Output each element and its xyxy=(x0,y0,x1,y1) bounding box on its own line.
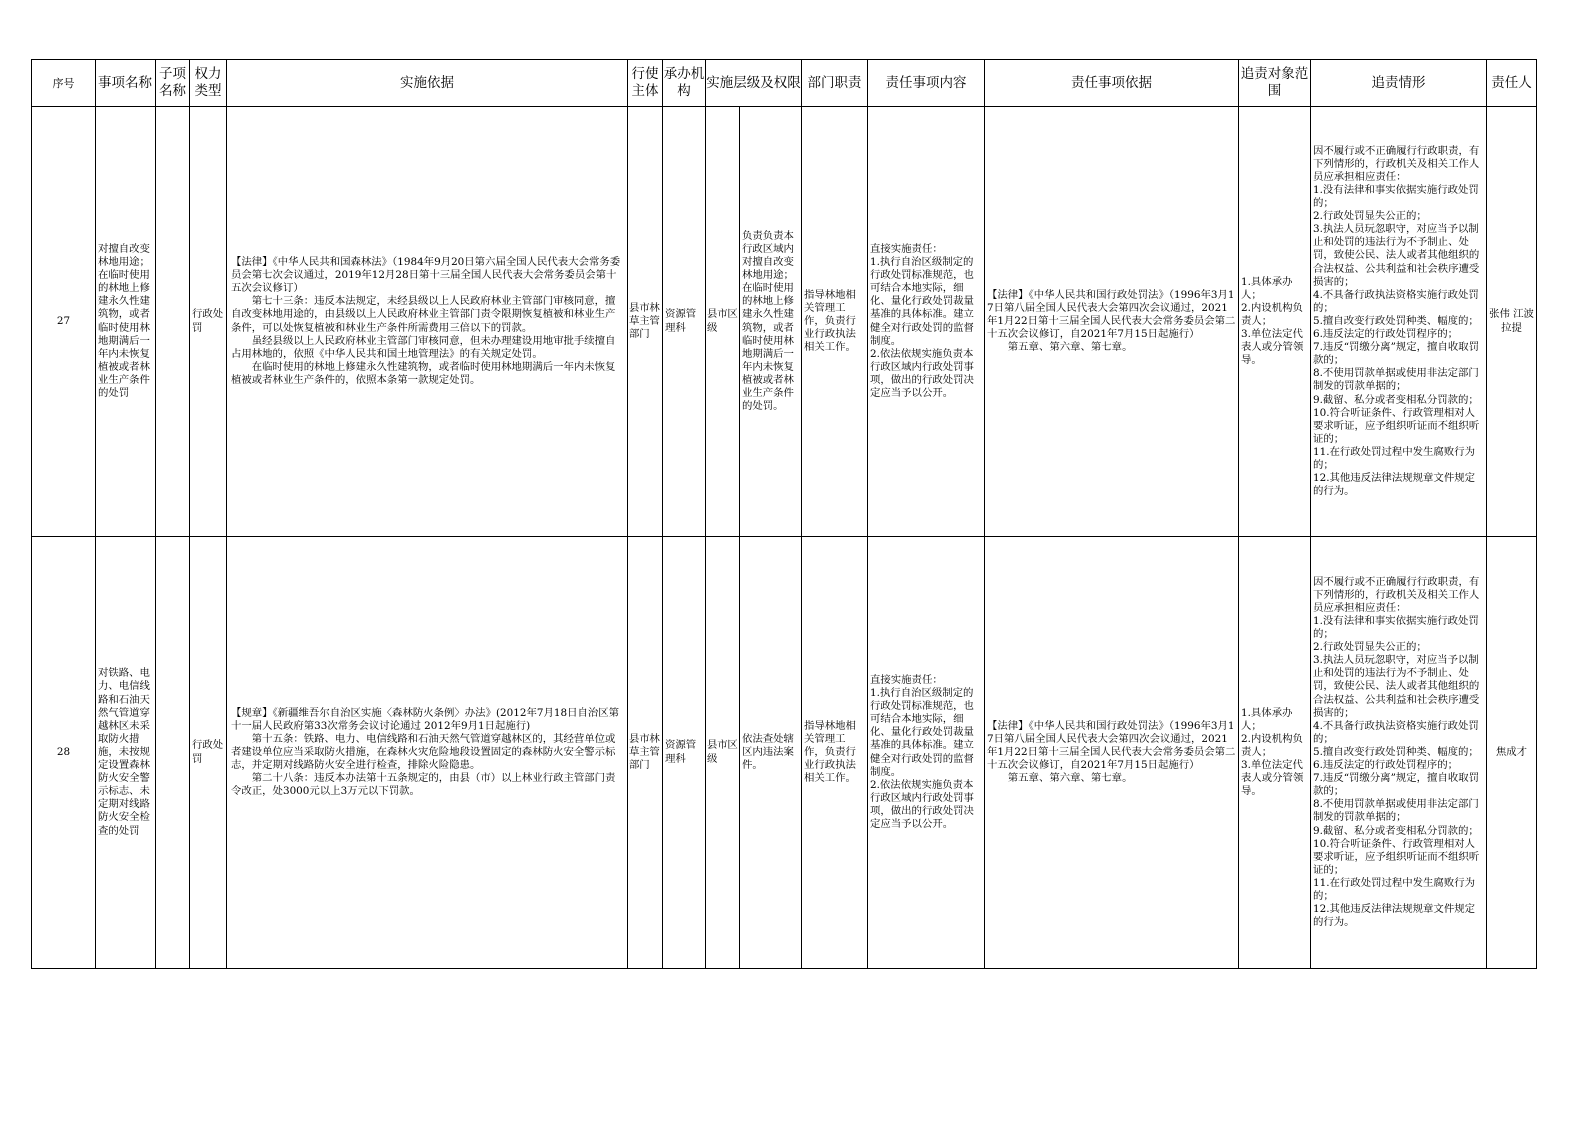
subject-text: 县市林草主管部门 xyxy=(629,301,660,341)
duty-cell xyxy=(802,537,868,969)
seq-text: 28 xyxy=(56,745,71,758)
power-type-text: 行政处罚 xyxy=(192,739,224,765)
item-name-text: 对擅自改变林地用途；在临时使用的林地上修建永久性建筑物，或者临时使用林地期满后一年内未恢复植被或者林业生产条件的处罚 xyxy=(98,242,150,399)
power-cell xyxy=(740,537,802,969)
scope-text: 1.具体承办人； 2.内设机构负责人； 3.单位法定代表人或分管领导。 xyxy=(1241,275,1304,367)
cases-text: 因不履行或不正确履行行政职责，有下列情形的，行政机关及相关工作人员应承担相应责任： 1.没有法律和事实依据实施行政处罚的； 2.行政处罚显失公正的； 3.执法人员玩忽职守，对应当予以制止和处罚的违法行为不予制止、处罚，致使公民、法人或者其他组织的合法权益、公共利益和社会秩序遭受损害的； 4.不具备行政执法资格实施行政处罚的； 5.擅自改变行政处罚种类、幅度的； 6.违反法定的行政处罚程序的； 7.违反“罚缴分离”规定，擅自收取罚款的； 8.不使用罚款单据或使用非法定部门制发的罚款单据的； 9.截留、私分或者变相私分罚款的； 10.符合听证条件、行政管理相对人要求听证，应予组织听证而不组织听证的； 11.在行政处罚过程中发生腐败行为的； 12.其他违反法律法规规章文件规定的行为。 xyxy=(1313,575,1480,929)
header-subject: 行使主体 xyxy=(628,60,663,107)
cases-text: 因不履行或不正确履行行政职责，有下列情形的，行政机关及相关工作人员应承担相应责任： 1.没有法律和事实依据实施行政处罚的； 2.行政处罚显失公正的； 3.执法人员玩忽职守，对应当予以制止和处罚的违法行为不予制止、处罚，致使公民、法人或者其他组织的合法权益、公共利益和社会秩序遭受损害的； 4.不具备行政执法资格实施行政处罚的； 5.擅自改变行政处罚种类、幅度的； 6.违反法定的行政处罚程序的； 7.违反“罚缴分离”规定，擅自收取罚款的； 8.不使用罚款单据或使用非法定部门制发的罚款单据的； 9.截留、私分或者变相私分罚款的； 10.符合听证条件、行政管理相对人要求听证，应予组织听证而不组织听证的； 11.在行政处罚过程中发生腐败行为的； 12.其他违反法律法规规章文件规定的行为。 xyxy=(1313,144,1480,498)
header-scope: 追责对象范围 xyxy=(1239,60,1311,107)
level-cell xyxy=(706,107,740,537)
person-text: 焦成才 xyxy=(1495,745,1528,758)
header-cases: 追责情形 xyxy=(1311,60,1487,107)
table-row xyxy=(32,537,1537,969)
item-name-cell xyxy=(96,107,156,537)
resp-basis-text: 【法律】《中华人民共和国行政处罚法》（1996年3月17日第八届全国人民代表大会第四次会议通过，2021年1月22日第十三届全国人民代表大会常务委员会第二十五次会议修订，自2021年7月15日起施行） 第五章、第六章、第七章。 xyxy=(987,288,1236,354)
header-seq: 序号 xyxy=(32,60,96,107)
power-cell xyxy=(740,107,802,537)
person-cell xyxy=(1487,537,1537,969)
office-text: 资源管理科 xyxy=(665,739,697,765)
power-type-cell xyxy=(190,107,227,537)
item-name-text: 对铁路、电力、电信线路和石油天然气管道穿越林区未采取防火措施，未按规定设置森林防火安全警示标志、未定期对线路防火安全检查的处罚 xyxy=(98,667,150,837)
header-duty: 部门职责 xyxy=(802,60,868,107)
basis-text: 【法律】《中华人民共和国森林法》（1984年9月20日第六届全国人民代表大会常务委员会第七次会议通过，2019年12月28日第十三届全国人民代表大会常务委员会第十五次会议修订） 第七十三条：违反本法规定，未经县级以上人民政府林业主管部门审核同意，擅自改变林地用途的，由县级以上人民政府林业主管部门责令限期恢复植被和林业生产条件，可以处恢复植被和林业生产条件所需费用三倍以下的罚款。 虽经县级以上人民政府林业主管部门审核同意，但未办理建设用地审批手续擅自占用林地的，依照《中华人民共和国土地管理法》的有关规定处罚。 在临时使用的林地上修建永久性建筑物，或者临时使用林地期满后一年内未恢复植被或者林业生产条件的，依照本条第一款规定处罚。 xyxy=(231,256,621,386)
header-content: 责任事项内容 xyxy=(868,60,985,107)
level-text: 县市区级 xyxy=(707,308,738,334)
level-cell xyxy=(706,537,740,969)
seq-cell xyxy=(32,537,96,969)
level-text: 县市区级 xyxy=(707,739,738,765)
seq-cell xyxy=(32,107,96,537)
power-text: 依法查处辖区内违法案件。 xyxy=(742,732,794,772)
header-office: 承办机构 xyxy=(663,60,706,107)
content-cell xyxy=(868,537,985,969)
header-power-type: 权力类型 xyxy=(190,60,227,107)
scope-cell xyxy=(1239,537,1311,969)
subject-cell xyxy=(628,537,663,969)
content-cell xyxy=(868,107,985,537)
scope-cell xyxy=(1239,107,1311,537)
seq-text: 27 xyxy=(56,314,71,327)
cases-cell xyxy=(1311,107,1487,537)
basis-text: 【规章】《新疆维吾尔自治区实施〈森林防火条例〉办法》(2012年7月18日自治区第十一届人民政府第33次常务会议讨论通过 2012年9月1日起施行) 第十五条：铁路、电力、电信线路和石油天然气管道穿越林区的，其经营单位或者建设单位应当采取防火措施，在森林火灾危险地段设置固定的森林防火安全警示标志，并定期对线路防火安全进行检查，排除火险隐患。 第二十八条：违反本办法第十五条规定的，由县（市）以上林业行政主管部门责令改正，处3000元以上3万元以下罚款。 xyxy=(231,706,620,798)
header-sub-item: 子项名称 xyxy=(156,60,190,107)
person-text: 张伟 江波拉提 xyxy=(1489,308,1534,334)
cases-cell xyxy=(1311,537,1487,969)
header-resp-basis: 责任事项依据 xyxy=(985,60,1239,107)
table-row xyxy=(32,107,1537,537)
basis-cell xyxy=(227,107,628,537)
item-name-cell xyxy=(96,537,156,969)
subject-text: 县市林草主管部门 xyxy=(629,732,660,772)
office-text: 资源管理科 xyxy=(665,308,697,334)
basis-cell xyxy=(227,537,628,969)
content-text: 直接实施责任： 1.执行自治区级制定的行政处罚标准规范，也可结合本地实际，细化、量化行政处罚裁量基准的具体标准。建立健全对行政处罚的监督制度。 2.依法依规实施负责本行政区域内行政处罚事项，做出的行政处罚决定应当予以公开。 xyxy=(870,242,974,399)
header-item-name: 事项名称 xyxy=(96,60,156,107)
content-text: 直接实施责任： 1.执行自治区级制定的行政处罚标准规范，也可结合本地实际，细化、量化行政处罚裁量基准的具体标准。建立健全对行政处罚的监督制度。 2.依法依规实施负责本行政区域内行政处罚事项，做出的行政处罚决定应当予以公开。 xyxy=(870,673,974,830)
header-level: 实施层级及权限 xyxy=(706,60,802,107)
power-type-text: 行政处罚 xyxy=(192,308,224,334)
duty-text: 指导林地相关管理工作，负责行业行政执法相关工作。 xyxy=(804,288,856,354)
sub-item-cell xyxy=(156,107,190,537)
power-type-cell xyxy=(190,537,227,969)
header-person: 责任人 xyxy=(1487,60,1537,107)
scope-text: 1.具体承办人； 2.内设机构负责人； 3.单位法定代表人或分管领导。 xyxy=(1241,706,1304,798)
header-basis: 实施依据 xyxy=(227,60,628,107)
power-text: 负责负责本行政区域内对擅自改变林地用途；在临时使用的林地上修建永久性建筑物，或者临时使用林地期满后一年内未恢复植被或者林业生产条件的处罚。 xyxy=(742,229,794,413)
resp-basis-cell xyxy=(985,537,1239,969)
office-cell xyxy=(663,107,706,537)
duty-cell xyxy=(802,107,868,537)
office-cell xyxy=(663,537,706,969)
resp-basis-cell xyxy=(985,107,1239,537)
header-row xyxy=(32,60,1537,107)
subject-cell xyxy=(628,107,663,537)
person-cell xyxy=(1487,107,1537,537)
duty-text: 指导林地相关管理工作，负责行业行政执法相关工作。 xyxy=(804,719,856,785)
resp-basis-text: 【法律】《中华人民共和国行政处罚法》（1996年3月17日第八届全国人民代表大会第四次会议通过，2021年1月22日第十三届全国人民代表大会常务委员会第二十五次会议修订，自2021年7月15日起施行） 第五章、第六章、第七章。 xyxy=(987,719,1236,785)
responsibility-table xyxy=(31,59,1537,969)
sub-item-cell xyxy=(156,537,190,969)
